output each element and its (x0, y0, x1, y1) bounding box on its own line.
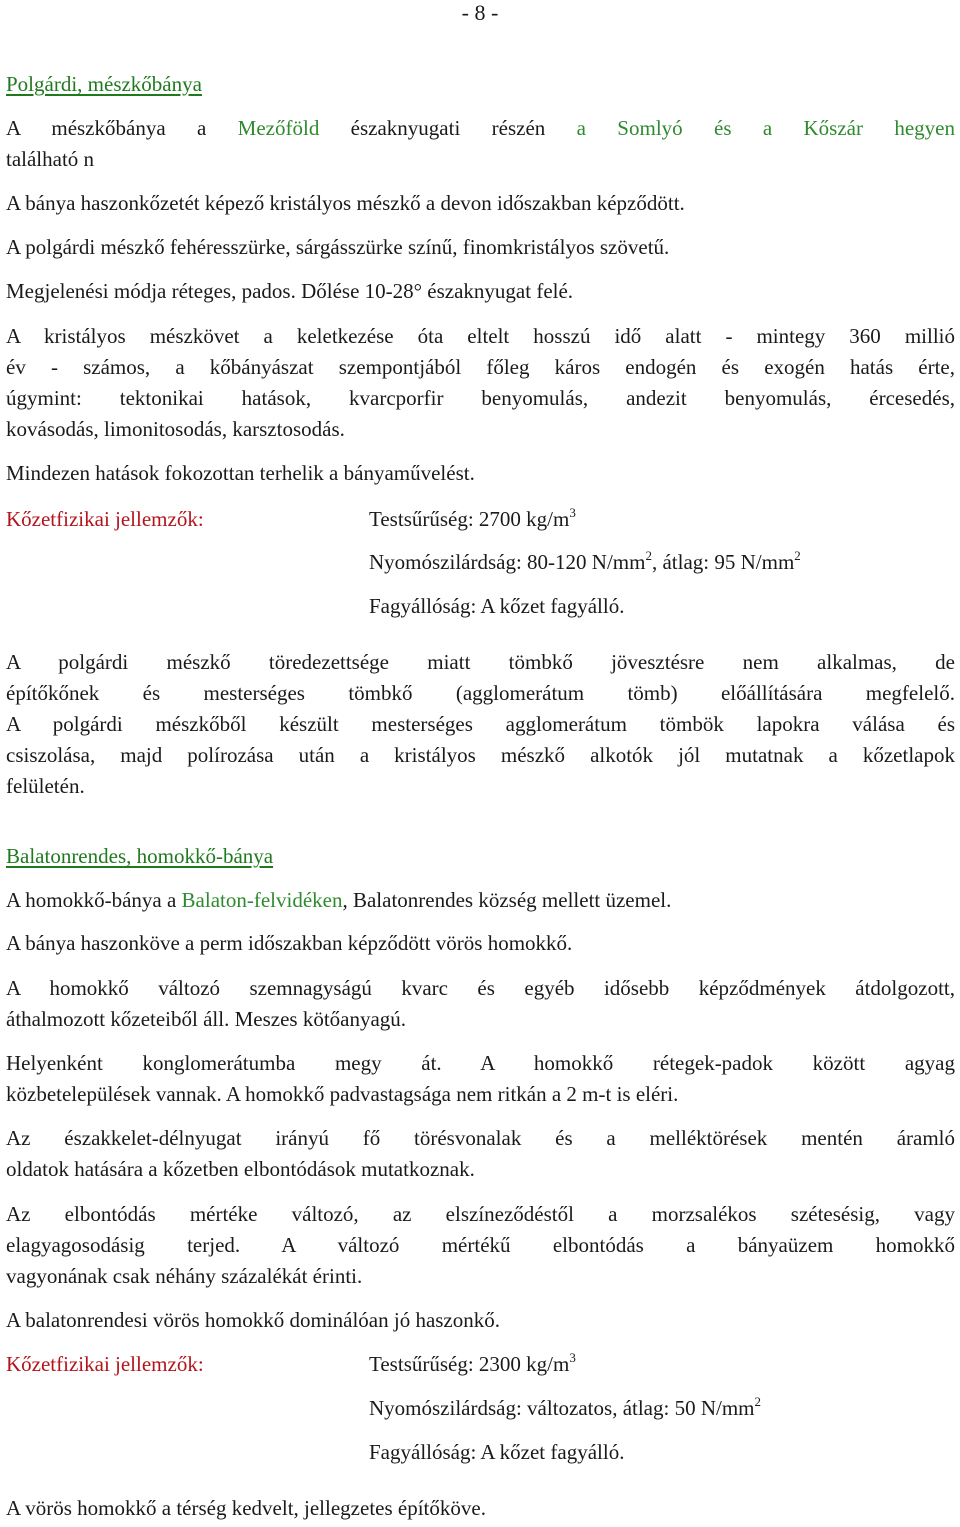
page-number: - 8 - (461, 0, 499, 25)
density-2: Testsűrűség: 2300 $kg/m^3$ (369, 1350, 576, 1376)
paragraph-composition-line-1: A homokkő változó szemnagyságú kvarc és egyéb idősebb képződmények átdolgozott, (6, 976, 955, 1000)
strength-1: Nyomószilárdság: 80-120 $N/mm^2$, átlag: 95 $N/mm^2$ (369, 548, 801, 574)
paragraph-location-line-1: A mészkőbánya a Mezőföld északnyugati részén a Somlyó és a Kőszár hegyen (6, 116, 955, 140)
paragraph-color: A polgárdi mészkő fehéresszürke, sárgásszürke színű, finomkristályos szövetű. (6, 235, 670, 259)
paragraph-usage-line-3: A polgárdi mészkőből készült mesterséges agglomerátum tömbök lapokra válása és (6, 712, 955, 736)
paragraph-origin: A bánya haszonkőzetét képező kristályos mészkő a devon időszakban képződött. (6, 191, 685, 215)
paragraph-decay-line-2: elagyagosodásig terjed. A változó mértékű elbontódás a bányaüzem homokkő (6, 1233, 955, 1257)
link-somlyo-koszar: a Somlyó és a Kőszár hegyen (576, 116, 955, 140)
paragraph-decay-line-3: vagyonának csak néhány százalékát érinti. (6, 1264, 363, 1288)
paragraph-usage-line-1: A polgárdi mészkő töredezettsége miatt tömbkő jövesztésre nem alkalmas, de (6, 650, 955, 674)
paragraph-conglomerate-line-1: Helyenként konglomerátumba megy át. A homokkő rétegek-padok között agyag (6, 1051, 955, 1075)
paragraph-building-stone: A vörös homokkő a térség kedvelt, jellegzetes építőköve. (6, 1496, 486, 1520)
paragraph-faults-line-2: oldatok hatására a kőzetben elbontódások mutatkoznak. (6, 1157, 475, 1181)
paragraph-conglomerate-line-2: közbetelepülések vannak. A homokkő padvastagsága nem ritkán a 2 m-t is eléri. (6, 1082, 679, 1106)
paragraph-effects-line-3: úgymint: tektonikai hatások, kvarcporfir benyomulás, andezit benyomulás, ércesedés, (6, 386, 955, 410)
props-label-1: Kőzetfizikai jellemzők: (6, 507, 204, 531)
paragraph-effects-line-4: kovásodás, limonitosodás, karsztosodás. (6, 417, 345, 441)
paragraph-origin-2: A bánya haszonköve a perm időszakban képződött vörös homokkő. (6, 931, 573, 955)
paragraph-composition-line-2: áthalmozott kőzeteiből áll. Meszes kötőanyagú. (6, 1007, 407, 1031)
frost-1: Fagyállóság: A kőzet fagyálló. (369, 594, 625, 618)
paragraph-effects-line-2: év - számos, a kőbányászat szempontjából főleg káros endogén és exogén hatás érte, (6, 355, 955, 379)
strength-2: Nyomószilárdság: változatos, átlag: 50 $N/mm^2$ (369, 1394, 762, 1420)
link-mezofold: Mezőföld (237, 116, 320, 140)
density-1: Testsűrűség: 2700 $kg/m^3$ (369, 505, 576, 531)
frost-2: Fagyállóság: A kőzet fagyálló. (369, 1440, 625, 1464)
paragraph-location-2: A homokkő-bánya a Balaton-felvidéken, Balatonrendes község mellett üzemel. (6, 888, 672, 912)
section-title-balatonrendes: Balatonrendes, homokkő-bánya (6, 844, 274, 868)
paragraph-usage-line-5: felületén. (6, 774, 85, 798)
paragraph-quality: A balatonrendesi vörös homokkő dominálóan jó haszonkő. (6, 1308, 501, 1332)
paragraph-faults-line-1: Az északkelet-délnyugat irányú fő törésvonalak és a melléktörések mentén áramló (6, 1126, 955, 1150)
paragraph-burden: Mindezen hatások fokozottan terhelik a bányaművelést. (6, 461, 475, 485)
paragraph-usage-line-2: építőkőnek és mesterséges tömbkő (agglomerátum tömb) előállítására megfelelő. (6, 681, 955, 705)
paragraph-effects-line-1: A kristályos mészkövet a keletkezése óta eltelt hosszú idő alatt - mintegy 360 millió (6, 324, 955, 348)
paragraph-location-line-2: található n (6, 147, 95, 171)
props-label-2: Kőzetfizikai jellemzők: (6, 1352, 204, 1376)
paragraph-usage-line-4: csiszolása, majd polírozása után a kristályos mészkő alkotók jól mutatnak a kőzetlapok (6, 743, 955, 767)
section-title-polgardi: Polgárdi, mészkőbánya (6, 72, 202, 96)
paragraph-decay-line-1: Az elbontódás mértéke változó, az elszíneződéstől a morzsalékos szétesésig, vagy (6, 1202, 955, 1226)
paragraph-layering: Megjelenési módja réteges, pados. Dőlése 10-28° északnyugat felé. (6, 279, 574, 303)
link-balaton-felvidek: Balaton-felvidéken (181, 888, 343, 912)
